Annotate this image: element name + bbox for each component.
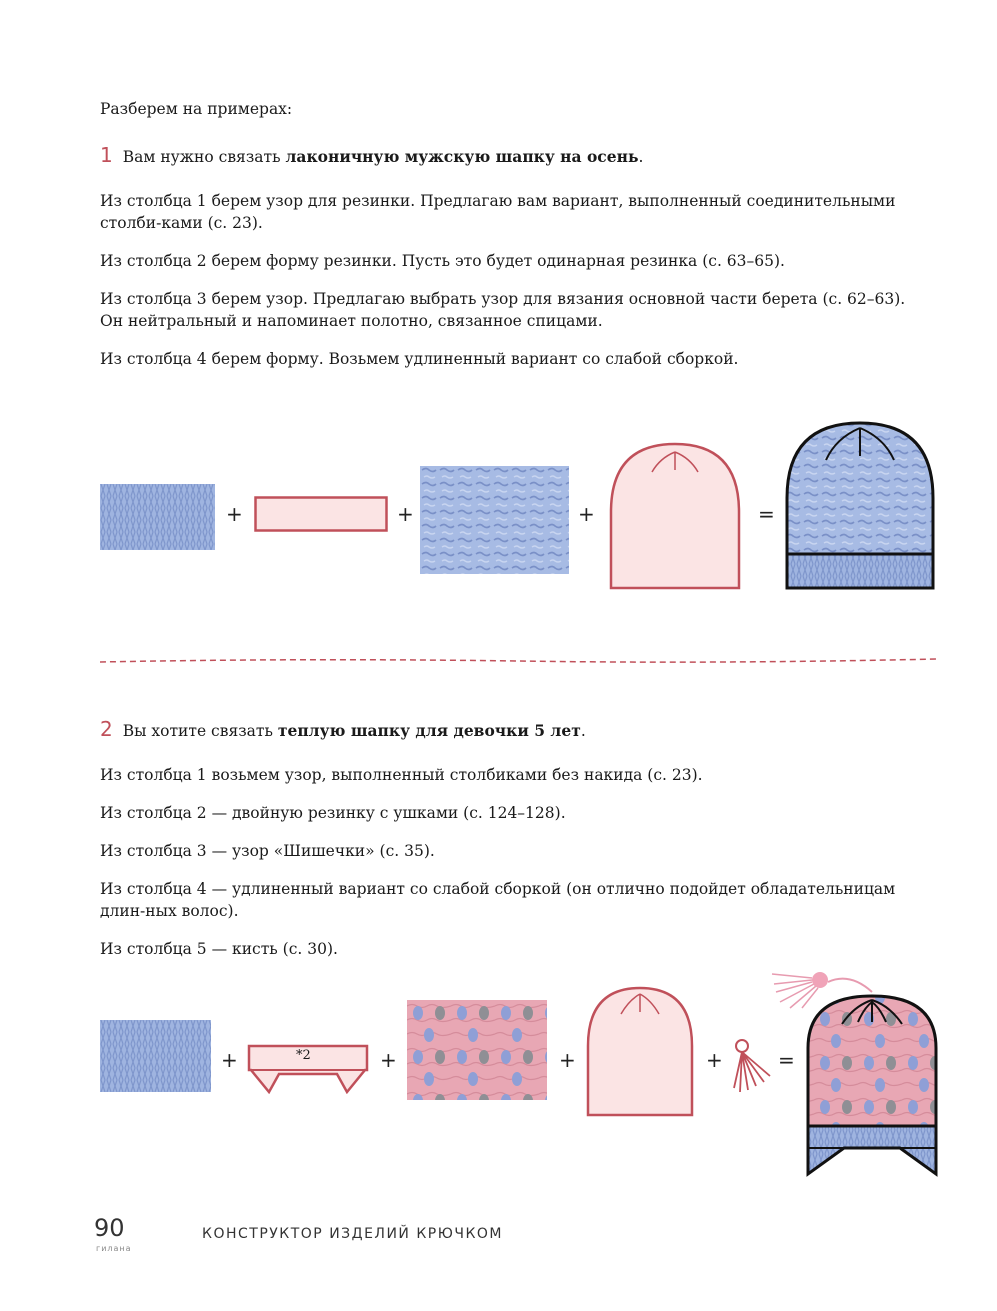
running-title: КОНСТРУКТОР ИЗДЕЛИЙ КРЮЧКОМ (202, 1226, 503, 1242)
plus-sign: + (706, 1048, 723, 1072)
intro-text: Разберем на примерах: (100, 100, 293, 118)
example-2-lead: Вы хотите связать (122, 722, 278, 740)
example-2-line: Из столбца 4 — удлиненный вариант со слабой сборкой (он отлично подойдет обладательницам длин-ных волос). (100, 880, 896, 920)
result-hat-2 (770, 962, 940, 1180)
section-divider (100, 656, 936, 666)
crochet-swatch-blue (420, 466, 569, 574)
plus-sign: + (380, 1048, 397, 1072)
rib-swatch-blue-2 (100, 1020, 211, 1092)
band-label: *2 (296, 1048, 311, 1063)
example-1-heading (100, 144, 930, 168)
equals-sign: = (778, 1048, 795, 1072)
page-number: 90 (94, 1214, 125, 1242)
example-1-line: Из столбца 1 берем узор для резинки. Предлагаю вам вариант, выполненный соединительными столби-ками (с. 23). (100, 192, 896, 232)
example-2-number: 2 (100, 717, 113, 741)
plus-sign: + (578, 502, 595, 526)
result-hat-1 (784, 420, 936, 592)
rib-swatch-blue (100, 484, 215, 550)
example-1-lead-bold: лаконичную мужскую шапку на осень (285, 147, 639, 166)
plus-sign: + (226, 502, 243, 526)
example-1-number: 1 (100, 143, 113, 167)
bobble-swatch-pink (407, 1000, 547, 1100)
hat-shape-elongated (608, 442, 742, 590)
hat-shape-elongated-2 (585, 986, 695, 1118)
tassel-icon (730, 1036, 774, 1096)
example-1-lead-end: . (638, 148, 644, 166)
plus-sign: + (397, 502, 414, 526)
plus-sign: + (221, 1048, 238, 1072)
example-2-line: Из столбца 1 возьмем узор, выполненный столбиками без накида (с. 23). (100, 766, 703, 784)
example-2-lead-end: . (580, 722, 586, 740)
example-1-lead: Вам нужно связать (122, 148, 286, 166)
example-1-line: Из столбца 2 берем форму резинки. Пусть это будет одинарная резинка (с. 63–65). (100, 252, 785, 270)
equals-sign: = (758, 502, 775, 526)
band-shape-simple (254, 496, 388, 532)
example-2-line: Из столбца 3 — узор «Шишечки» (с. 35). (100, 842, 435, 860)
publisher-brand: гилана (96, 1244, 132, 1253)
example-1-line: Из столбца 3 берем узор. Предлагаю выбрать узор для вязания основной части берета (с. 62–63). Он нейтральный и напоминает полотно, связанное спицами. (100, 290, 906, 330)
example-2-line: Из столбца 2 — двойную резинку с ушками (с. 124–128). (100, 804, 566, 822)
example-2-heading (100, 718, 930, 742)
plus-sign: + (559, 1048, 576, 1072)
example-2-line: Из столбца 5 — кисть (с. 30). (100, 940, 338, 958)
example-2-lead-bold: теплую шапку для девочки 5 лет (277, 721, 581, 740)
example-1-line: Из столбца 4 берем форму. Возьмем удлиненный вариант со слабой сборкой. (100, 350, 739, 368)
